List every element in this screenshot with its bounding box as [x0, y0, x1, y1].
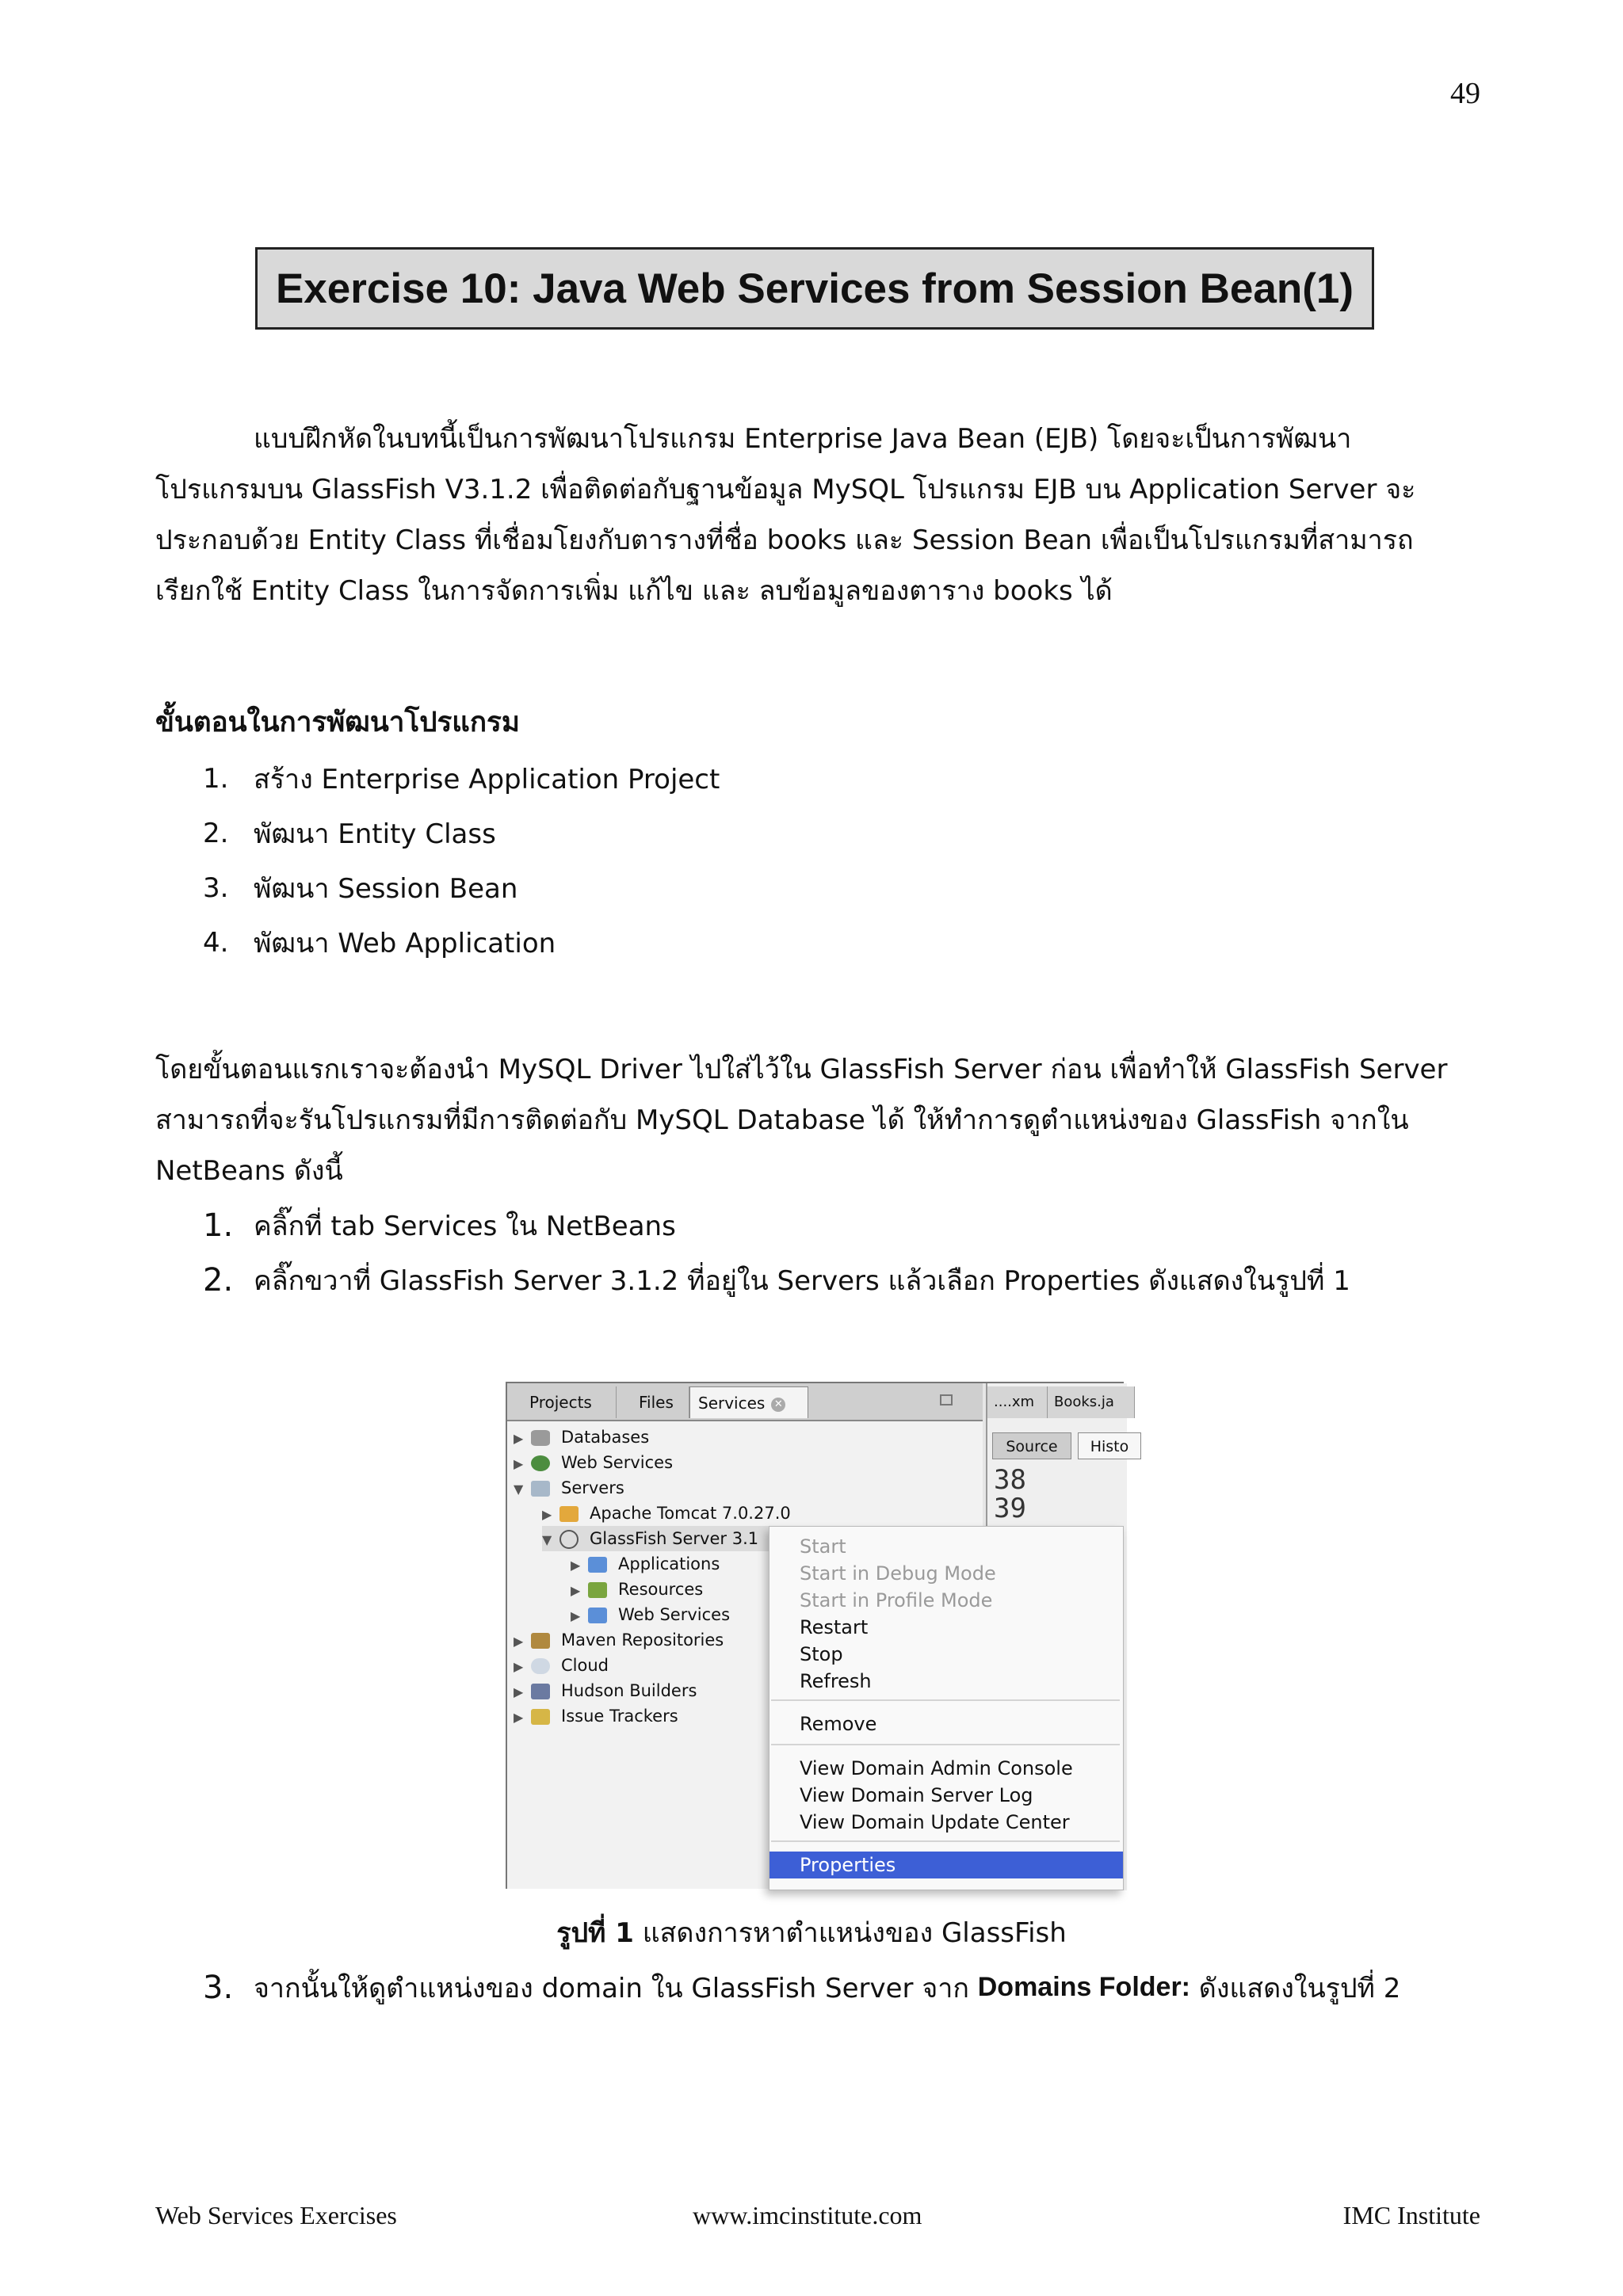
tree-item-label: Applications: [618, 1554, 720, 1573]
tree-item-issue-trackers[interactable]: [514, 1703, 678, 1729]
tab-xml-file[interactable]: ....xm: [987, 1386, 1048, 1418]
page-number: 49: [1450, 77, 1480, 110]
tab-files[interactable]: Files: [617, 1386, 689, 1418]
tree-item-label: Servers: [561, 1478, 624, 1497]
caption-label: รูปที่ 1: [556, 1917, 634, 1949]
menu-separator: [771, 1744, 1120, 1745]
step-item: [203, 860, 720, 915]
menu-item-start-debug[interactable]: Start in Debug Mode: [800, 1562, 996, 1585]
tree-item-label: Cloud: [561, 1656, 609, 1675]
tree-item-tomcat[interactable]: [542, 1501, 791, 1526]
expand-arrow-icon[interactable]: ▶: [571, 1583, 581, 1598]
tree-item-label: Databases: [561, 1428, 650, 1447]
intro-line: เรียกใช้ Entity Class ในการจัดการเพิ่ม แก้ไข และ ลบข้อมูลของตาราง books ได้: [155, 575, 1113, 607]
expand-arrow-icon[interactable]: ▶: [514, 1659, 524, 1674]
substep-item: [203, 1960, 1400, 2015]
folder-icon: [588, 1608, 607, 1623]
intro-line: แบบฝึกหัดในบทนี้เป็นการพัฒนาโปรแกรม Enterprise Java Bean (EJB) โดยจะเป็นการพัฒนา: [254, 423, 1352, 455]
step-text: พัฒนา Web Application: [254, 927, 556, 959]
menu-item-start-profile[interactable]: Start in Profile Mode: [800, 1589, 993, 1611]
substep-number: 2.: [203, 1261, 234, 1299]
menu-item-update-center[interactable]: View Domain Update Center: [800, 1811, 1070, 1833]
expand-arrow-icon[interactable]: ▶: [514, 1684, 524, 1699]
substep-item: [203, 1198, 1350, 1253]
resources-icon: [588, 1582, 607, 1598]
servers-icon: [531, 1481, 550, 1497]
figure-caption: [0, 1911, 1623, 1954]
steps-list: [203, 751, 720, 970]
tree-item-servers[interactable]: [514, 1475, 624, 1501]
line-number: 39: [994, 1493, 1026, 1524]
intro-line: ประกอบด้วย Entity Class ที่เชื่อมโยงกับตารางที่ชื่อ books และ Session Bean เพื่อเป็นโปรแกรมที่สามารถ: [155, 524, 1414, 556]
menu-item-start[interactable]: Start: [800, 1535, 846, 1558]
tree-item-label: GlassFish Server 3.1: [590, 1529, 759, 1548]
tree-item-cloud[interactable]: [514, 1653, 609, 1678]
expand-arrow-icon[interactable]: ▶: [571, 1608, 581, 1623]
tree-item-label: Web Services: [561, 1453, 674, 1472]
tab-books-java[interactable]: Books.ja: [1048, 1386, 1135, 1418]
maven-icon: [531, 1633, 550, 1649]
menu-item-server-log[interactable]: View Domain Server Log: [800, 1784, 1033, 1806]
footer-center: www.imcinstitute.com: [693, 2201, 922, 2229]
footer-right: IMC Institute: [1342, 2201, 1480, 2229]
step-text: สร้าง Enterprise Application Project: [254, 763, 720, 795]
tree-item-label: Hudson Builders: [561, 1681, 697, 1700]
step3-list: [203, 1960, 1400, 2015]
tree-item-hudson[interactable]: [514, 1678, 697, 1703]
substeps-list: [203, 1198, 1350, 1307]
cloud-icon: [531, 1658, 550, 1674]
menu-item-properties[interactable]: Properties: [769, 1852, 1123, 1878]
caption-text: แสดงการหาตำแหน่งของ GlassFish: [633, 1917, 1067, 1949]
collapse-arrow-icon[interactable]: ▼: [514, 1482, 524, 1497]
expand-arrow-icon[interactable]: ▶: [514, 1431, 524, 1446]
menu-item-refresh[interactable]: Refresh: [800, 1670, 872, 1692]
tree-item-maven[interactable]: [514, 1627, 724, 1653]
line-number: 38: [994, 1464, 1026, 1496]
expand-arrow-icon[interactable]: ▶: [514, 1456, 524, 1471]
footer-left: Web Services Exercises: [155, 2201, 397, 2229]
step-item: [203, 915, 720, 970]
steps-heading: ขั้นตอนในการพัฒนาโปรแกรม: [155, 707, 520, 738]
menu-separator: [771, 1840, 1120, 1842]
substep-text-suffix: ดังแสดงในรูปที่ 2: [1190, 1972, 1401, 2004]
driver-line: สามารถที่จะรันโปรแกรมที่มีการติดต่อกับ MySQL Database ได้ ให้ทำการดูตำแหน่งของ GlassFish จากใน: [155, 1104, 1409, 1136]
expand-arrow-icon[interactable]: ▶: [542, 1507, 552, 1522]
glassfish-icon: [559, 1530, 579, 1549]
tab-projects[interactable]: Projects: [507, 1386, 617, 1418]
step-number: 2.: [203, 817, 229, 849]
substep-number: 3.: [203, 1969, 234, 2006]
menu-item-admin-console[interactable]: View Domain Admin Console: [800, 1757, 1073, 1779]
expand-arrow-icon[interactable]: ▶: [514, 1634, 524, 1649]
netbeans-screenshot: [506, 1382, 1129, 1889]
source-button[interactable]: Source: [992, 1432, 1071, 1459]
expand-arrow-icon[interactable]: ▶: [571, 1558, 581, 1573]
web-services-icon: [531, 1455, 550, 1471]
hudson-icon: [531, 1684, 550, 1699]
tree-item-applications[interactable]: [571, 1551, 720, 1577]
tree-item-label: Issue Trackers: [561, 1707, 678, 1726]
folder-icon: [588, 1557, 607, 1573]
menu-separator: [771, 1699, 1120, 1701]
tomcat-icon: [559, 1506, 579, 1522]
driver-line: โดยขั้นตอนแรกเราจะต้องนำ MySQL Driver ไปใส่ไว้ใน GlassFish Server ก่อน เพื่อทำให้ GlassFish Server: [155, 1054, 1448, 1085]
collapse-arrow-icon[interactable]: ▼: [542, 1532, 552, 1547]
tab-services[interactable]: [689, 1386, 808, 1418]
exercise-title-box: [255, 247, 1374, 330]
minimize-icon[interactable]: [940, 1394, 953, 1405]
substep-number: 1.: [203, 1207, 234, 1244]
menu-item-stop[interactable]: Stop: [800, 1643, 843, 1665]
step-text: พัฒนา Session Bean: [254, 872, 518, 905]
tree-item-gf-web-services[interactable]: [571, 1602, 730, 1627]
driver-paragraph: [155, 1044, 1480, 1196]
intro-paragraph: [155, 414, 1480, 616]
step-number: 1.: [203, 762, 229, 795]
expand-arrow-icon[interactable]: ▶: [514, 1710, 524, 1725]
substep-text: คลิ๊กที่ tab Services ใน NetBeans: [254, 1210, 676, 1242]
menu-item-restart[interactable]: Restart: [800, 1616, 869, 1638]
tree-item-label: Apache Tomcat 7.0.27.0: [590, 1504, 791, 1523]
tree-item-label: Maven Repositories: [561, 1630, 724, 1650]
intro-line: โปรแกรมบน GlassFish V3.1.2 เพื่อติดต่อกับฐานข้อมูล MySQL โปรแกรม EJB บน Application Server จะ: [155, 474, 1416, 505]
step-number: 3.: [203, 871, 229, 904]
step-number: 4.: [203, 926, 229, 959]
tree-item-web-services[interactable]: [514, 1450, 673, 1475]
substep-text: จากนั้นให้ดูตำแหน่งของ domain ใน GlassFish Server จาก: [254, 1972, 978, 2004]
exercise-title: Exercise 10: Java Web Services from Session Bean(1): [275, 265, 1354, 312]
tree-item-resources[interactable]: [571, 1577, 703, 1602]
history-button[interactable]: Histo: [1078, 1432, 1141, 1459]
tree-item-glassfish[interactable]: [542, 1526, 772, 1551]
tree-item-label: Web Services: [618, 1605, 731, 1624]
step-item: [203, 751, 720, 806]
substep-item: [203, 1253, 1350, 1307]
tab-services-label: Services: [698, 1394, 766, 1413]
issue-tracker-icon: [531, 1709, 550, 1725]
step-item: [203, 806, 720, 860]
tree-item-label: Resources: [618, 1580, 704, 1599]
tree-item-databases[interactable]: [514, 1425, 649, 1450]
panel-tab-bar: [507, 1383, 983, 1421]
substep-bold-text: Domains Folder:: [977, 1972, 1190, 2002]
close-icon[interactable]: ✕: [771, 1398, 785, 1412]
context-menu: [769, 1526, 1124, 1890]
step-text: พัฒนา Entity Class: [254, 818, 496, 850]
substep-text: คลิ๊กขวาที่ GlassFish Server 3.1.2 ที่อยู่ใน Servers แล้วเลือก Properties ดังแสดงในรูปที่ 1: [254, 1264, 1350, 1297]
driver-line: NetBeans ดังนี้: [155, 1155, 343, 1187]
menu-item-remove[interactable]: Remove: [800, 1713, 877, 1735]
database-icon: [531, 1430, 550, 1446]
